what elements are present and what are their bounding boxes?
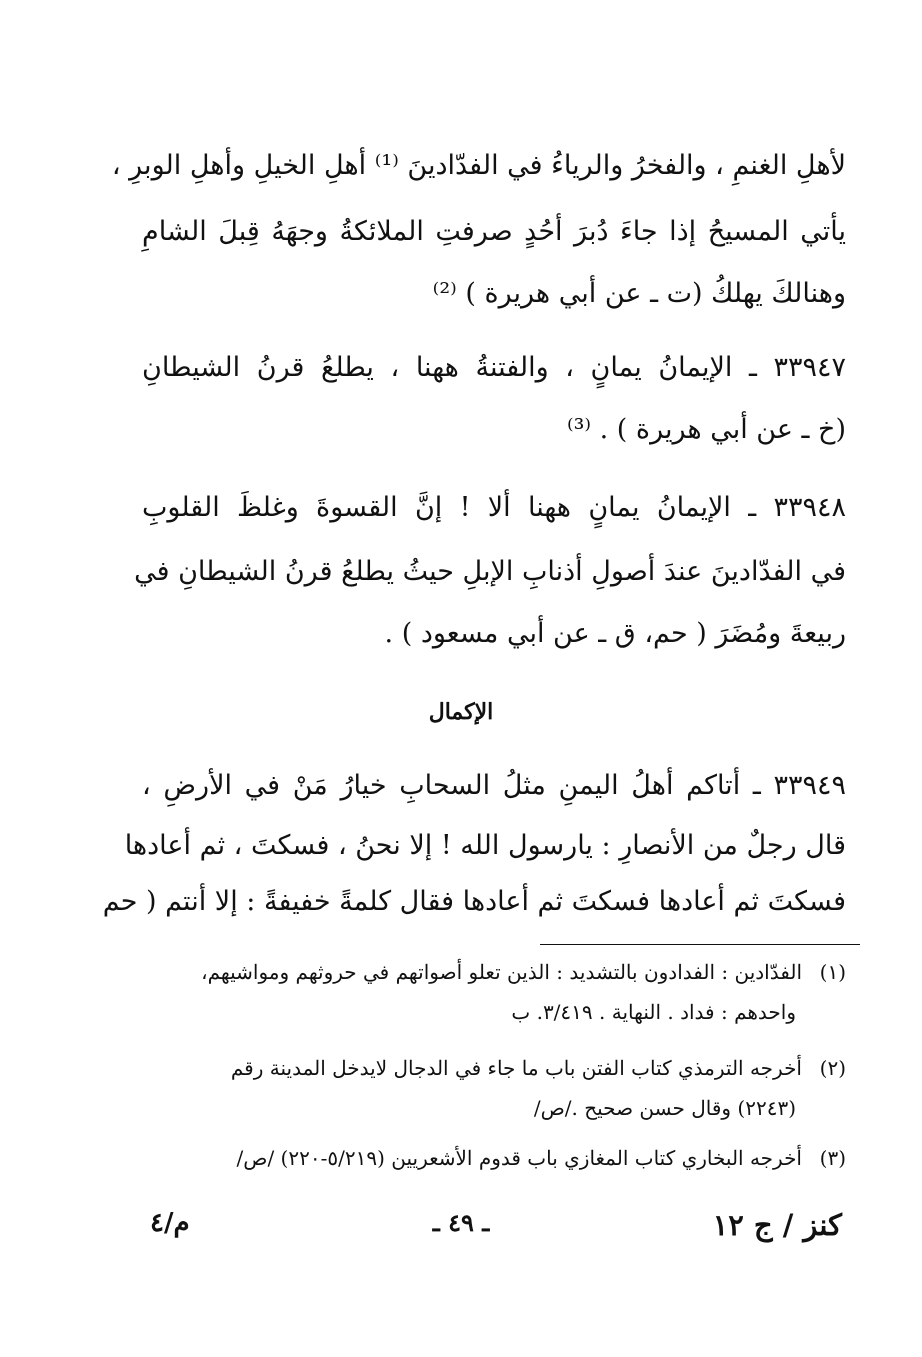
text-line: لأهلِ الغنمِ ، والفخرُ والرياءُ في الفدّادينَ ⁽¹⁾ أهلِ الخيلِ وأهلِ الوبرِ ، — [111, 150, 846, 181]
footer-signature: م/٤ — [150, 1208, 190, 1238]
text-line: فسكتَ ثم أعادها فسكتَ ثم أعادها فقال كلمةً خفيفةً : إلا أنتم ( حم — [102, 886, 846, 917]
footnote-text: أخرجه الترمذي كتاب الفتن باب ما جاء في الدجال لايدخل المدينة رقم — [230, 1056, 802, 1080]
page-number: ـ ٤٩ ـ — [432, 1208, 490, 1237]
text-line: (خ ـ عن أبي هريرة ) . ⁽³⁾ — [566, 414, 846, 445]
footer-volume-label: كنز / ج ١٢ — [712, 1208, 842, 1242]
text-line: قال رجلٌ من الأنصارِ : يارسول الله ! إلا نحنُ ، فسكتَ ، ثم أعادها — [124, 830, 846, 861]
footnote-number: (٢) — [819, 1056, 846, 1080]
text-line: ربيعةَ ومُضَرَ ( حم، ق ـ عن أبي مسعود ) . — [384, 618, 846, 649]
text-line: ٣٣٩٤٧ ـ الإيمانُ يمانٍ ، والفتنةُ ههنا ، يطلعُ قرنُ الشيطانِ — [142, 352, 846, 383]
footnote — [142, 1146, 846, 1170]
footnote-number: (٣) — [819, 1146, 846, 1170]
footnote-text: الفدّادين : الفدادون بالتشديد : الذين تعلو أصواتهم في حروثهم ومواشيهم، — [201, 960, 802, 984]
text-line: يأتي المسيحُ إذا جاءَ دُبرَ أحُدٍ صرفتِ الملائكةُ وجهَهُ قِبلَ الشامِ — [142, 216, 846, 247]
footnote-continuation: (٢٢٤٣) وقال حسن صحيح ./ص/ — [533, 1096, 796, 1120]
footnote — [142, 960, 846, 984]
text-line: ٣٣٩٤٨ ـ الإيمانُ يمانٍ ههنا ألا ! إنَّ القسوةَ وغلظَ القلوبِ — [142, 492, 846, 523]
footnote-continuation: واحدهم : فداد . النهاية . ٣/٤١٩. ب — [511, 1000, 796, 1024]
footnote-text: أخرجه البخاري كتاب المغازي باب قدوم الأشعريين (٥/٢١٩-٢٢٠) /ص/ — [236, 1146, 802, 1170]
footnote-separator — [540, 944, 860, 945]
footnote-number: (١) — [819, 960, 846, 984]
text-line: وهنالكَ يهلكُ (ت ـ عن أبي هريرة ) ⁽²⁾ — [432, 278, 846, 309]
text-line: ٣٣٩٤٩ ـ أتاكم أهلُ اليمنِ مثلُ السحابِ خيارُ مَنْ في الأرضِ ، — [142, 770, 846, 801]
section-heading: الإكمال — [428, 699, 494, 725]
text-line: في الفدّادينَ عندَ أصولِ أذنابِ الإبلِ حيثُ يطلعُ قرنُ الشيطانِ في — [134, 556, 846, 587]
footnote — [142, 1056, 846, 1080]
